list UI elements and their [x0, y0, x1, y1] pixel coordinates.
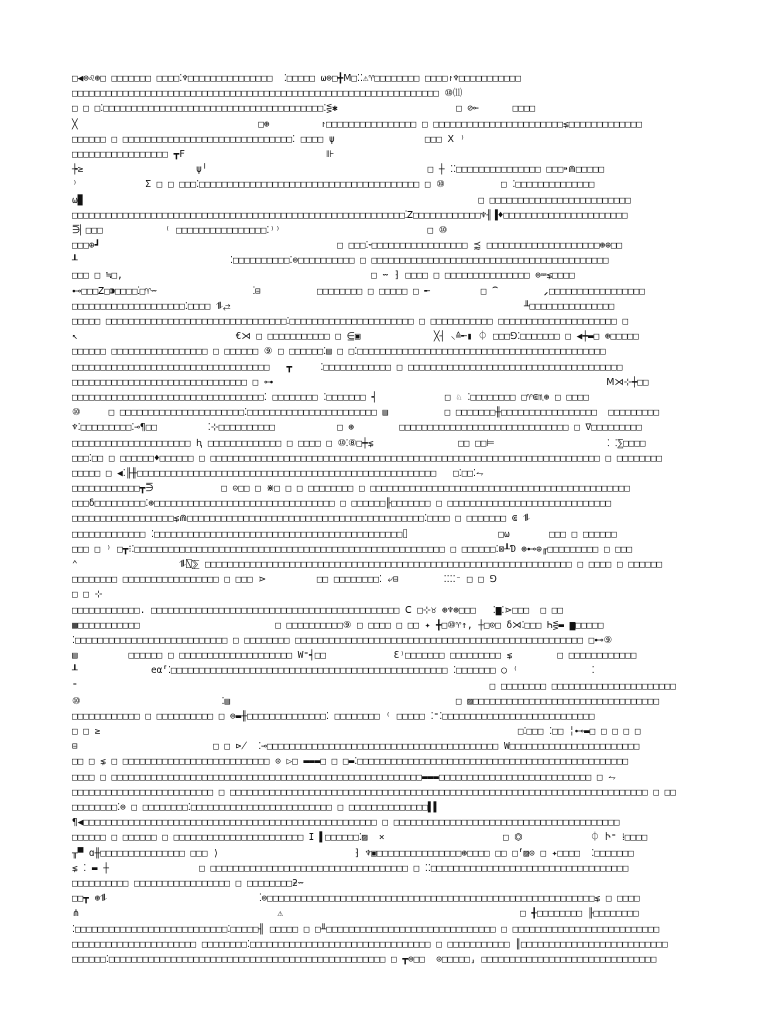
text-line: ⋦ ⁚ ▬ ┼ □ □□□□□□□□□□□□□□□□□□□□□□□□□□□□□□□□□□□ □ ⁚⁚□□□□□□□□□□□□□□□□□□□□□□□□□□□□□□□□□□□	[72, 862, 629, 874]
text-line: □□□□□□□□□□□□□□□□□□□□□□□□□□□□□□□□□□□ ┳ ⁚□□□□□□□□□□□□ □ □□□□□□□□□□□□□□□□□□□□□□□□□□□□□□□□□□□□□□	[72, 361, 623, 373]
text-line: ⋔ ⚠ □ ╉□□□□□□□□ ╟□□□□□□□□	[72, 908, 639, 920]
text-line: □□□ □ ⁾ □┳⁝⁚□□□□□□□□□□□□□□□□□□□□□□□□□□□□□□□□□□□□□□□□□□□□□□□□□□□□□□□ □ □□□□□□⁚⊠┸Ɗ ⊛⊷⊕╓□□□□□□□□□ □ □□□	[72, 543, 633, 555]
text-line: □□□□□□□□□□□□□□□□□□⋦⋒□□□□□□□□□□□□□□□□□□□□□□□□□□□□□□□□□□□□□□□□□□⁚□□□□ □ □□□□□□□ ⋐ ⥮	[72, 513, 530, 525]
text-line: ┾≥ ψ╵ □ ┼ ⁚⁚□□□□□□□□□□□□□□□ □□□⁍⋒□□□□□	[72, 164, 605, 176]
text-line: □□□□□□□□□□□□□□□□□□□□⁚□□□□ ⥮⥄ ╨□□□□□□□□□□□□□□□	[72, 300, 615, 312]
text-line: ⁾ Σ □ □ □□□⁚□□□□□□□□□□□□□□□□□□□□□□□□□□□□□□□□□□□□□□□ □ ⑩ □ ⁚□□□□□□□□□□□□□□	[72, 179, 595, 191]
text-line: □□□□□□□□□□□□□□□□□□□□□□□□□□□□□□□□□□□□□□□□□□□□□□□□□□□□□□□□□□□□□□□□□ ⑩⑾	[72, 88, 463, 100]
text-line: □□□□□□□□□□□□□□□□□ ┳Ϝ ⊪	[72, 148, 335, 160]
text-line: □ □ ≥ □⁚□□□ ⁚□□ ╎⊷▬□ □ □ □ □	[72, 726, 641, 738]
text-line: ⊟ □ □ ⋫ ⁚⊸□□□□□□□□□□□□□□□□□□□□□□□□□□□□□□□□□□□□□□□□□ W□□□□□□□□□□□□□□□□□□□□□□□	[72, 741, 640, 753]
text-line: ↖ €⋊ □ □□□□□□□□□□□ □ ⋸▣ ╳┤ ⸜≙╾▮ ⏀ □□□⅁⁚□□□□□□□ □ ◀┿▬□ ⊛□□□□□	[72, 331, 639, 343]
text-line: □□□□□□□□□□□□□□□□□□□□□□□□□□□□□□□ □ ⊶ Ⅿ⋊⊹┿□□	[72, 376, 649, 388]
text-line: □□□□□□□□□□□□□□□□□□□□□□□□□□□□□□□□□□⁚ □□□□□□□□ ⁚□□□□□□□ ┥ □ ♘ ⁚□□□□□□□□ □♈⋐♏⊛ □ □□□□	[72, 391, 589, 403]
text-line: □□□□□□⁚□□□□□□□□□□□□□□□□□□□□□□□□□□□□□□□□□□□□□□□□□□□□□□□□□ □ ┳⊜□□ ⊙□□□□□⸥ □□□□□□□□□□□□□□□□□□□□□□□□□□□□□□□	[72, 953, 657, 965]
text-line: □□□□□□□□ □□□□□□□□□□□□□□□□□ □ □□□ ⋗ □□ □□□□□□□□⁚ ⤶⊟ ⁚⁚⁚⁚⁻ □ □ ⅁	[72, 574, 497, 586]
text-line: □□□□□□ □ □□□□□□□□□□□□□□□□□□□□□□□□□□□□□□⁚ □□□□ ψ □□□ Ⅹ ⁾	[72, 133, 466, 145]
text-line: □□□⁚□□ □ □□□□□□♦□□□□□□ □ □□□□□□□□□□□□□□□□□□□□□□□□□□□□□□□□□□□□□□□□□□□□□□□□□□□□□□□□□□□□□□□□□□□□□ □ □□□□□□□□	[72, 452, 662, 464]
text-line: ⍵▉ □ □□□□□□□□□□□□□□□□□□□□□□□□□	[72, 194, 631, 206]
text-line: □□ □ ⋦ □ □□□□□□□□□□□□□□□□□□□□□□□□□□ ⊙ ▷□ ▬▬▬□ □ □▬⁚□□□□□□□□□□□□□□□□□□□□□□□□□□□□□□□□□□□□□□□□□□□□□□□□	[72, 756, 629, 768]
text-line: □□□□□□□□⁚⊜ □ □□□□□□□□⁚□□□□□□□□□□□□□□□□□□□□□□□□□ □ □□□□□□□□□□□□□□▌▌	[72, 802, 440, 813]
text-line: ⑩ ⁚▤ □ ▨□□□□□□□□□□□□□□□□□□□□□□□□□□□□□□□□□	[72, 695, 660, 707]
text-line: ⊷□□□Ꮓ□⁍□□□□⁚□♈⏖ ⁚⊟ □□□□□□□□ □ □□□□□ □ ╾ □ ⁀ ⸝□□□□□□□□□□□□□□□□□	[72, 285, 645, 297]
text-line: ⁚□□□□□□□□□□□□□□□□□□□□□□□□□□□ □ □□□□□□□□ □□□□□□□□□□□□□□□□□□□□□□□□□□□□□□□□□□□□□□□□□□□□□□□□□□□ □⊷⑨	[72, 634, 613, 646]
glyph-text-block	[72, 71, 696, 965]
text-line: □□□□□□□□□□□□ □ □□□□□□□□□□ □ ⊜▬╫□□□□□□□□□□□□□□⁚ □□□□□□□□ ⁽ □□□□□ ⁚⁼⁚□□□□□□□□□□□□□□□□□□□□□□□□□□□	[72, 710, 595, 722]
text-line: □□□□□ □□□□□□□□□□□□□□□□□□□□□□□□□□□□□□□□⁚□□□□□□□□□□□□□□□□□□□□□□ □ □□□□□□□□□□□ □□□□□□□□□□□□□□□□□□□□□ □	[72, 316, 629, 327]
text-line: □□□□□□□□□□□□□□□□□□□□□ ԧ □□□□□□□□□□□□□ □ □□□□ □ ⑩⁚⑧□┿⋦ □□ □□⊨ ⁚ ⁚⅀□□□□	[72, 437, 646, 449]
text-line: □ □ □⁚□□□□□□□□□□□□□□□□□□□□□□□□□□□□□□□□□□□□□□□⁚⋚✱ □ ⊘⟜ □□□□	[72, 103, 536, 115]
text-line: □□□□ □ □□□□□□□□□□□□□□□□□□□□□□□□□□□□□□□□□□□□□□□□□□□□□□□□□□□□□□□▬▬▬□□□□□□□□□□□□□□□□□□□□□□□□□□□ □ ⥊	[72, 771, 616, 783]
text-line: □□□□□□□□□□□□□□□□□□□□□□□□□ □ □□□□□□□□□□□□□□□□□□□□□□□□□□□□□□□□□□□□□□□□□□□□□□□□□□□□□□□□□□□□□□□□□□□□□□□□□□ □ □□	[72, 786, 676, 798]
text-line: □□□□□□□□□□□□┳⋽ □ ⊝□□ □ ⋇□ □ □ □□□□□□□□ □ □□□□□□□□□□□□□□□□□□□□□□□□□□□□□□□□□□□□□□□□□□□□□□	[72, 483, 630, 495]
text-line: ╳ □⊛ ↾□□□□□□□□□□□□□□□□ □ □□□□□□□□□□□□□□□□□□□□□□□⋦□□□□□□□□□□□□□	[72, 118, 643, 130]
text-line: □□□□□ □ ◀⁚╟╫□□□□□□□□□□□□□□□□□□□□□□□□□□□□□□□□□□□□□□□□□□□□□□□□□□□□□ □⁚□□⁚⥊	[72, 467, 484, 479]
text-line: ▤ □□□□□□ □ □□□□□□□□□□□□□□□□□□□□ W⁼┥□□ Ɛ⁾□□□□□□□ □□□□□□□□□ ⋦ □ □□□□□□□□□□□□	[72, 650, 637, 662]
text-line: ┸ eα⸢⁚□□□□□□□□□□□□□□□□□□□□□□□□□□□□□□□□□□□□□□□□□□□□□□□□□ ⁚□□□□□□□ ◯ ⁽ ⁚	[72, 665, 595, 677]
text-line: □□□□□□ □□□□□□□□□□□□□□□□□ □ □□□□□□ ⑨ □ □□□□□□⁚▤ □ □⁚□□□□□□□□□□□□□□□□□□□□□□□□□□□□□□□□□□□□□□□□□□□□	[72, 346, 606, 358]
text-line: □□□δ□□□□□□□□□⁚⊛□□□□□□□□□□□□□□□□□□□□□□□□□□□□□□□□ □ □□□□□□╟□□□□□□□ □ □□□□□□□□□□□□□□□□□□□□□□□□□□□□□	[72, 498, 612, 510]
text-line: □□□□□□ □ □□□□□□ □ □□□□□□□□□□□□□□□□□□□□□□□ ⵊ ▌□□□□□□⁚▨ ⨯ □ ⏣ ⏀ Ⴡ⁼ ⁞□□□□	[72, 832, 648, 844]
text-line: □□□⊕┛ □ □□□⁚⏑□□□□□□□□□□□□□□□□□ ⪷ □□□□□□□□□□□□□□□□□□□□⊛⊕□□	[72, 240, 623, 252]
text-line: □□┳ ⊛⥮ ⁚⊜□□□□□□□□□□□□□□□□□□□□□□□□□□□□□□□□□□□□□□□□□□□□□□□□□□□□□□□□□□⋦ □ □□□□	[72, 893, 640, 905]
text-line: □□□□□□□□□□□□□□□□□□□□□□ □□□□□□□□⁚□□□□□□□□□□□□□□□□□□□□□□□□□□□□□□□□ □ □□□□□□□□□□□ ║□□□□□□□□□□□□□□□□□□□□□□□□□□	[72, 938, 668, 950]
text-line: ╥▀ ɑ╫□□□□□□□□□□□□□□□ □□□ ⟩ ⁆ ♆▣□□□□□□□□□□□□□□□⊛□□□□ □□ □⸢▨⊙ □ ✦□□□□ ⁚□□□□□□□	[72, 847, 634, 859]
text-line: ⌃ ⥮⍂⅀ □□□□□□□□□□□□□□□□□□□□□□□□□□□□□□□□□□□□□□□□□□□□□□□□□□□□□□□□□□□□□□□□□ □ □□□□ □ □□□□□□	[72, 559, 663, 570]
text-line: ▦□□□□□□□□□□□ □ □□□□□□□□□□⑨ □ □□□□ □ □□ ✦ ╋□⑩♈↑, ┼□⊙□ δ⋊⁚□□□ Ꮒ⋚▬ ▆□□□□□	[72, 619, 604, 631]
text-line: ⁚□□□□□□□□□□□□□□□□□□□□□□□□□□□⁚□□□□□╢ □□□□□ □ □╨□□□□□□□□□□□□□□□□□□□□□□□□□□□□□□ □ □□□□□□□□□□□□□□□□□□□□□□□□□□	[72, 923, 660, 935]
text-line: ♆⁚□□□□□□□□□⁚⊸¶□□ ⁚⊹□□□□□□□□□□ □ ⊛ □□□□□□□□□□□□□□□□□□□□□□□□□□□□□□ □ ∇□□□□□□□□□	[72, 422, 642, 434]
text-line: □□□ □ ≒□, □ ⏖ ⁆ □□□□ □ □□□□□□□□□□□□□□□ ⊜⌨⋦□□□□	[72, 270, 575, 282]
text-line: □□□□□□□□□□ □□□□□□□□□□□□□□□□□ □ □□□□□□□□ƻ⏖	[72, 877, 304, 889]
text-line: ¶◀□□□□□□□□□□□□□□□□□□□□□□□□□□□□□□□□□□□□□□□□□□□□□□□□□□□□ □ □□□□□□□□□□□□□□□□□□□□□□□□□□□□□□□□□□□□□□□□	[72, 817, 620, 829]
text-line: ⋽▏□□□ ⁽ □□□□□□□□□□□□□□□□⁚⁾⁾ □ ⑩	[72, 224, 448, 236]
text-line: ┸ ⁚□□□□□□□□□□⁚⊜□□□□□□□□□□ □ □□□□□□□□□□□□□□□□□□□□□□□□□□□□□□□□□□□□□□□□□□	[72, 255, 609, 267]
text-line: □□□□□□□□□□□□□ ⁚□□□□□□□□□□□□□□□□□□□□□□□□□□□□□□□□□□□□□□□□□□□□⌷ □⍵ □□□ □ □□□□□□	[72, 528, 617, 540]
text-line: □◀⊜♌⊛□ □□□□□□□ □□□□⁚♆□□□□□□□□□□□□□□□ ⁚□□□□□ ⍵⊜□╋Ⅿ□⁚⁚⚠♈□□□□□□□□ □□□□↾♆□□□□□□□□□□□	[72, 73, 521, 84]
text-line: ⑩ □ □□□□□□□□□□□□□□□□□□□□□□⁚□□□□□□□□□□□□□□□□□□□□□□□ ▤ □ □□□□□□□╫□□□□□□□□□□□□□□□□□ □□□□□□□□□	[72, 407, 660, 419]
text-line: □ □ ⊹	[72, 589, 103, 601]
text-line: ⁼ □ □□□□□□□□ □□□□□□□□□□□□□□□□□□□□□□	[72, 680, 676, 692]
text-line: □□□□□□□□□□□□. □□□□□□□□□□□□□□□□□□□□□□□□□□□□□□□□□□□□□□□□□□□□ Ⅽ □⊹♉ ⊛♆⊛□□□ ⁚▆⁚⋗□□□ □ □□	[72, 604, 564, 616]
text-line: □□□□□□□□□□□□□□□□□□□□□□□□□□□□□□□□□□□□□□□□□□□□□□□□□□□□□□□□□□□⁚Ꮓ□□□□□□□□□□□□♆╢▐♦□□□□□□□□□□□□□□□□□□□□□□	[72, 209, 628, 221]
